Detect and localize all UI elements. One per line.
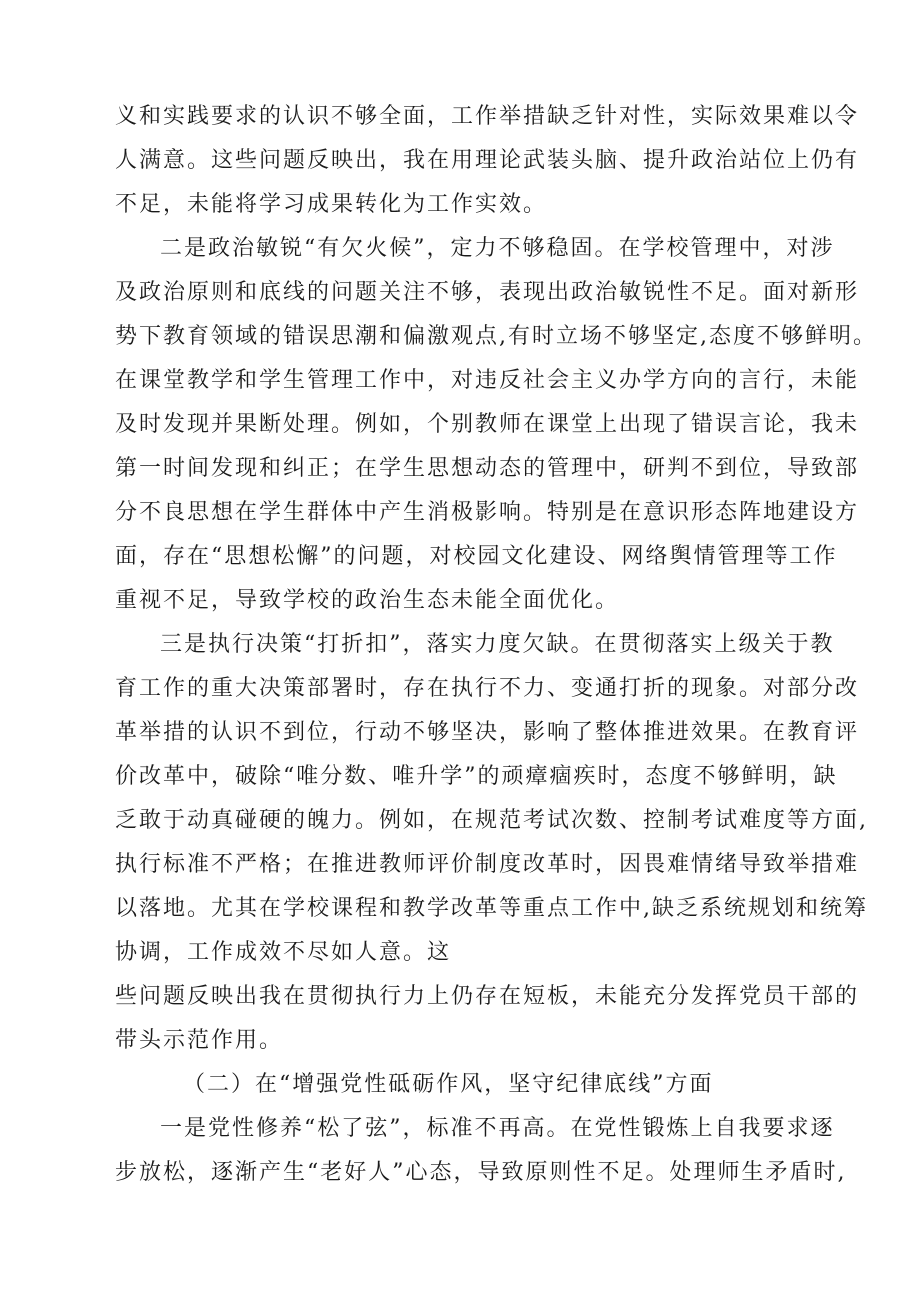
text-line: 在课堂教学和学生管理工作中，对违反社会主义办学方向的言行，未能 <box>115 368 860 393</box>
text-line: 带头示范作用。 <box>115 1028 284 1053</box>
text-line: 乏敢于动真碰硬的魄力。例如，在规范考试次数、控制考试难度等方面, <box>115 808 868 833</box>
text-line: 革举措的认识不到位，行动不够坚决，影响了整体推进效果。在教育评 <box>115 720 860 745</box>
text-line: 执行标准不严格；在推进教师评价制度改革时，因畏难情绪导致举措难 <box>115 852 860 877</box>
text-line: 以落地。尤其在学校课程和教学改革等重点工作中,缺乏系统规划和统筹 <box>115 896 868 921</box>
text-line: 些问题反映出我在贯彻执行力上仍存在短板，未能充分发挥党员干部的 <box>115 984 860 1009</box>
text-line: 步放松，逐渐产生“老好人”心态，导致原则性不足。处理师生矛盾时, <box>115 1160 847 1185</box>
text-line: 育工作的重大决策部署时，存在执行不力、变通打折的现象。对部分改 <box>115 676 860 701</box>
text-line: 义和实践要求的认识不够全面，工作举措缺乏针对性，实际效果难以令 <box>115 104 860 129</box>
text-line: 面，存在“思想松懈”的问题，对校园文化建设、网络舆情管理等工作 <box>115 544 838 569</box>
text-line: 第一时间发现和纠正；在学生思想动态的管理中，研判不到位，导致部 <box>115 456 860 481</box>
paragraph-start-line: 二是政治敏锐“有欠火候”，定力不够稳固。在学校管理中，对涉 <box>160 236 835 261</box>
text-line: 协调，工作成效不尽如人意。这 <box>115 940 452 965</box>
paragraph-start-line: 一是党性修养“松了弦”，标准不再高。在党性锻炼上自我要求逐 <box>160 1116 835 1141</box>
paragraph-start-line: 三是执行决策“打折扣”，落实力度欠缺。在贯彻落实上级关于教 <box>160 632 835 657</box>
text-line: 不足，未能将学习成果转化为工作实效。 <box>115 192 548 217</box>
text-line: 分不良思想在学生群体中产生消极影响。特别是在意识形态阵地建设方 <box>115 500 860 525</box>
text-line: 及政治原则和底线的问题关注不够，表现出政治敏锐性不足。面对新形 <box>115 280 860 305</box>
text-line: 势下教育领域的错误思潮和偏激观点,有时立场不够坚定,态度不够鲜明。 <box>115 324 877 349</box>
text-line: 价改革中，破除“唯分数、唯升学”的顽瘴痼疾时，态度不够鲜明，缺 <box>115 764 838 789</box>
text-line: 及时发现并果断处理。例如，个别教师在课堂上出现了错误言论，我未 <box>115 412 860 437</box>
text-line: 重视不足，导致学校的政治生态未能全面优化。 <box>115 588 620 613</box>
text-line: 人满意。这些问题反映出，我在用理论武装头脑、提升政治站位上仍有 <box>115 148 860 173</box>
section-heading: （二）在“增强党性砥砺作风，坚守纪律底线”方面 <box>183 1072 714 1097</box>
